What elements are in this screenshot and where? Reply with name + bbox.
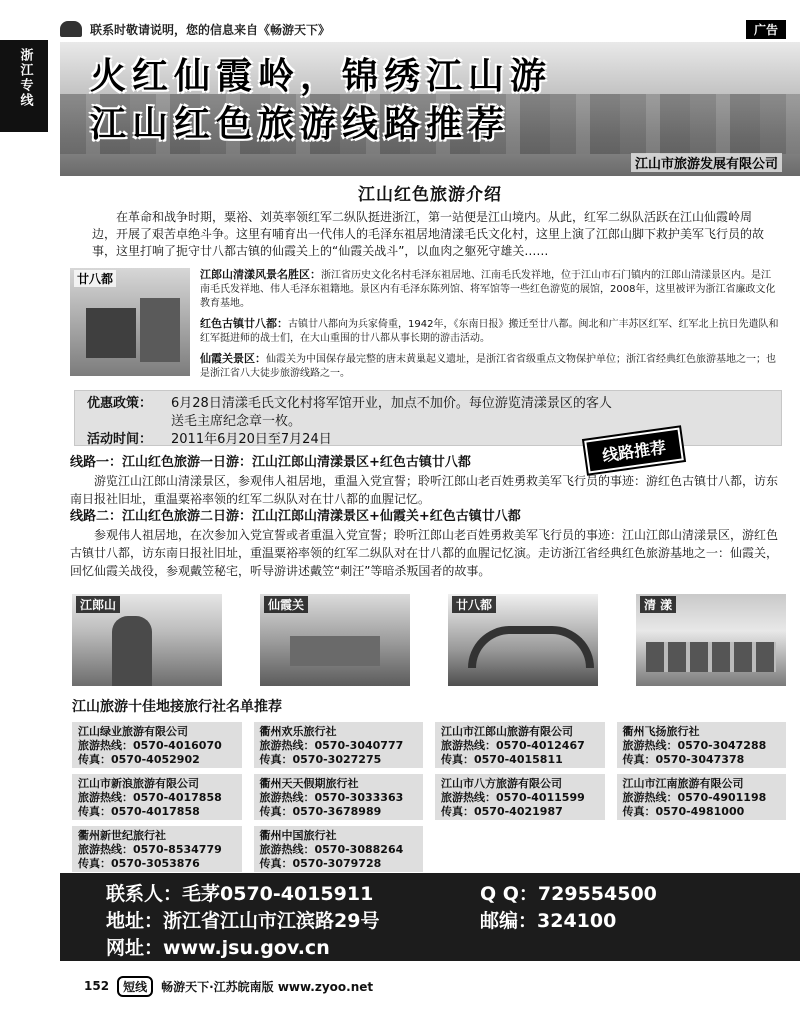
route-recommend-tag: 线路推荐: [584, 427, 684, 473]
agency-card: [617, 722, 787, 768]
route-desc: 参观伟人祖居地，在次参加入党宣誓或者重温入党宣誓；聆听江郎山老百姓勇救美军飞行员的事迹：江山江郎山清漾景区，游红色古镇廿八都，访东南日报社旧址，重温粟裕率领的红军二纵队对在廿八都的血腥记忆演。走访浙江省经典红色旅游基地之一：仙霞关，回忆仙霞关战役，参观戴笠秘宅，听导游讲述戴笠“刺汪”等暗杀叛国者的故事。: [70, 528, 779, 578]
agency-name: 衢州天天假期旅行社: [259, 777, 359, 790]
agency-hotline: 旅游热线：0570-3088264: [259, 843, 404, 856]
intro-text: 在革命和战争时期，粟裕、刘英率领红军二纵队挺进浙江，第一站便是江山境内。从此，红军二纵队活跃在江山仙霞岭周边，开展了艰苦卓绝斗争。这里有哺育出一代伟人的毛泽东祖居地清漾毛氏文化村，这里上演了江郎山脚下救护美军飞行员的故事，这里打响了扼守廿八都古镇的仙霞关上的“仙霞关战斗”，以血肉之躯死守雄关……: [92, 210, 765, 258]
site-desc: 仙霞关为中国保存最完整的唐末黄巢起义遗址，是浙江省省级重点文物保护单位；浙江省经典红色旅游基地之一；也是浙江省八大徒步旅游线路之一。: [200, 354, 776, 379]
photo-label: 廿八都: [452, 596, 496, 613]
agency-card: [72, 826, 242, 872]
contact-qq: Q Q：729554500: [480, 883, 657, 905]
section-tab-line2: 专线: [17, 78, 33, 108]
agency-fax: 传真：0570-3047378: [622, 753, 745, 766]
time-label: 活动时间：: [87, 432, 153, 447]
agency-hotline: 旅游热线：0570-4901198: [622, 791, 767, 804]
agency-fax: 传真：0570-4015811: [441, 753, 563, 766]
agency-name: 江山市江郎山旅游有限公司: [441, 725, 573, 738]
agency-card: [72, 774, 242, 820]
agency-fax: 传真：0570-4017858: [78, 805, 200, 818]
agency-hotline: 旅游热线：0570-3033363: [259, 791, 404, 804]
contact-person: 联系人：毛茅0570-4015911: [106, 883, 374, 905]
agency-fax: 传真：0570-4021987: [441, 805, 563, 818]
banner-subtitle: 江山红色旅游线路推荐: [90, 103, 511, 145]
agencies-title: 江山旅游十佳地接旅行社名单推荐: [72, 699, 282, 715]
site-item: [200, 268, 780, 311]
banner-company: 江山市旅游发展有限公司: [631, 153, 782, 172]
section-tab-line1: 浙江: [17, 48, 33, 78]
routes-section: [60, 454, 800, 580]
site-item: [200, 317, 780, 346]
qingyang-photo: [636, 594, 786, 686]
agency-name: 衢州欢乐旅行社: [259, 725, 337, 738]
erbadu-photo: [70, 268, 190, 376]
photo-label: 清 漾: [640, 596, 676, 613]
section-tab: [0, 40, 48, 132]
page-footer: [60, 974, 800, 998]
contact-website[interactable]: 网址：www.jsu.gov.cn: [106, 937, 330, 959]
agency-name: 衢州中国旅行社: [259, 829, 337, 842]
agency-hotline: 旅游热线：0570-4016070: [78, 739, 222, 752]
site-list: [200, 268, 780, 387]
main-content: [60, 176, 800, 872]
agency-grid: [60, 722, 800, 872]
agency-card: [254, 722, 424, 768]
intro-title: 江山红色旅游介绍: [358, 185, 502, 205]
agency-name: 江山市江南旅游有限公司: [622, 777, 744, 790]
banner: [60, 42, 800, 176]
contact-postcode: 邮编：324100: [480, 910, 617, 932]
time-value: 2011年6月20日至7月24日: [171, 432, 332, 447]
site-name: 仙霞关景区：: [200, 352, 266, 365]
erbadu-photo-label: 廿八都: [74, 270, 116, 287]
policy-text: 6月28日清漾毛氏文化村将军馆开业，加点不加价。每位游览清漾景区的客人: [171, 396, 612, 411]
photo-label: 仙霞关: [264, 596, 308, 613]
agency-fax: 传真：0570-3053876: [78, 857, 200, 870]
xianxia-photo: [260, 594, 410, 686]
agency-hotline: 旅游热线：0570-4011599: [441, 791, 585, 804]
sites-section: [60, 268, 800, 388]
page-number: 152: [84, 979, 110, 993]
top-bar: [60, 18, 800, 40]
agency-hotline: 旅游热线：0570-4017858: [78, 791, 222, 804]
agency-hotline: 旅游热线：0570-8534779: [78, 843, 222, 856]
policy-label: 优惠政策：: [87, 396, 153, 411]
footer-text: 畅游天下·江苏皖南版 www.zyoo.net: [161, 979, 374, 994]
source-note: 联系时敬请说明，您的信息来自《畅游天下》: [90, 22, 331, 37]
agency-card: [72, 722, 242, 768]
contact-address: 地址：浙江省江山市江滨路29号: [106, 910, 380, 932]
photo-gate: [86, 308, 136, 358]
agency-fax: 传真：0570-4052902: [78, 753, 200, 766]
site-name: 江郎山清漾风景名胜区：: [200, 268, 321, 281]
photo-building: [140, 298, 180, 362]
route-title: 线路一：江山红色旅游一日游：江山江郎山清漾景区+红色古镇廿八都: [70, 455, 471, 470]
site-item: [200, 352, 780, 381]
agency-card: [617, 774, 787, 820]
agency-name: 江山绿业旅游有限公司: [78, 725, 188, 738]
policy-text-cont: 送毛主席纪念章一枚。: [171, 414, 302, 429]
agency-fax: 传真：0570-3027275: [259, 753, 382, 766]
agency-name: 衢州飞扬旅行社: [622, 725, 700, 738]
photo-strip: [60, 594, 800, 686]
route-desc: 游览江山江郎山清漾景区，参观伟人祖居地，重温入党宣誓；聆听江郎山老百姓勇救美军飞行员的事迹：游红色古镇廿八都，访东南日报社旧址，重温粟裕率领的红军二纵队对在廿八都的血腥记忆。: [70, 474, 779, 506]
site-name: 红色古镇廿八都：: [200, 317, 288, 330]
photo-label: 江郎山: [76, 596, 120, 613]
site-desc: 浙江省历史文化名村毛泽东祖居地、江南毛氏发祥地，位于江山市石门镇内的江郎山清漾景区内。是江南毛氏发祥地、伟人毛泽东祖籍地。景区内有毛泽东陈列馆、将军馆等一些红色游览的展馆，2008年，这里被评为浙江省廉政文化教育基地。: [200, 270, 776, 309]
magazine-logo-icon: [60, 21, 82, 37]
contact-bar: [60, 873, 800, 961]
agency-name: 江山市八方旅游有限公司: [441, 777, 562, 790]
jianglang-photo: [72, 594, 222, 686]
route-title: 线路二：江山红色旅游二日游：江山江郎山清漾景区+仙霞关+红色古镇廿八都: [70, 509, 521, 524]
agency-card: [435, 722, 605, 768]
erbadu-bridge-photo: [448, 594, 598, 686]
agency-card: [254, 826, 424, 872]
section-tag: 短线: [117, 976, 153, 997]
agency-hotline: 旅游热线：0570-4012467: [441, 739, 585, 752]
agency-hotline: 旅游热线：0570-3040777: [259, 739, 404, 752]
banner-title: 火红仙霞岭，锦绣江山游: [90, 55, 553, 97]
agency-card: [435, 774, 605, 820]
agency-hotline: 旅游热线：0570-3047288: [622, 739, 767, 752]
agency-fax: 传真：0570-3079728: [259, 857, 382, 870]
agency-card: [254, 774, 424, 820]
agency-fax: 传真：0570-4981000: [622, 805, 745, 818]
agency-name: 江山市新浪旅游有限公司: [78, 777, 199, 790]
agency-name: 衢州新世纪旅行社: [78, 829, 166, 842]
agency-fax: 传真：0570-3678989: [259, 805, 382, 818]
site-desc: 古镇廿八都向为兵家倚重，1942年，《东南日报》搬迁至廿八都。闽北和广丰苏区红军、红军北上抗日先遣队和红军挺进师的战士们，在大山重围的廿八都从事长期的游击活动。: [200, 319, 779, 344]
ad-badge: 广告: [746, 20, 786, 39]
